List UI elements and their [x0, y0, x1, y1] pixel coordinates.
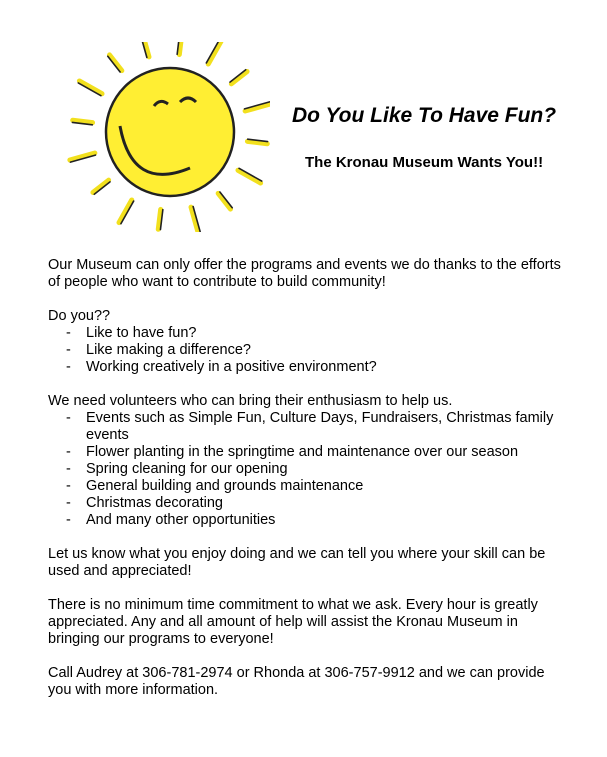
- volunteer-list: [48, 410, 568, 529]
- list-item: - Flower planting in the springtime and maintenance over our season: [66, 444, 519, 460]
- list-item: - Events such as Simple Fun, Culture Days, Fundraisers, Christmas family events: [66, 410, 554, 443]
- commitment-paragraph: There is no minimum time commitment to what we ask. Every hour is greatly appreciated. Any and all amount of help will assist the Kronau Museum in bringing our programs to everyone!: [48, 597, 538, 647]
- do-you-heading: Do you??: [48, 308, 111, 324]
- list-item: - Like to have fun?: [66, 325, 197, 341]
- page-subtitle: The Kronau Museum Wants You!!: [305, 154, 544, 171]
- list-item: - And many other opportunities: [66, 512, 276, 528]
- list-item: - Working creatively in a positive environment?: [66, 359, 377, 375]
- list-item: - General building and grounds maintenance: [66, 478, 364, 494]
- skills-paragraph: Let us know what you enjoy doing and we can tell you where your skill can be used and appreciated!: [48, 546, 546, 579]
- intro-paragraph: Our Museum can only offer the programs and events we do thanks to the efforts of people who want to contribute to build community!: [48, 257, 561, 290]
- contact-paragraph: Call Audrey at 306-781-2974 or Rhonda at 306-757-9912 and we can provide you with more information.: [48, 665, 545, 698]
- list-item: - Spring cleaning for our opening: [66, 461, 288, 477]
- list-item: - Christmas decorating: [66, 495, 223, 511]
- page-title: Do You Like To Have Fun?: [292, 104, 557, 127]
- smiling-sun-icon: [40, 42, 270, 232]
- list-item: - Like making a difference?: [66, 342, 251, 358]
- volunteers-heading: We need volunteers who can bring their enthusiasm to help us.: [48, 393, 453, 409]
- letter-body: [48, 257, 568, 699]
- do-you-list: [48, 325, 568, 376]
